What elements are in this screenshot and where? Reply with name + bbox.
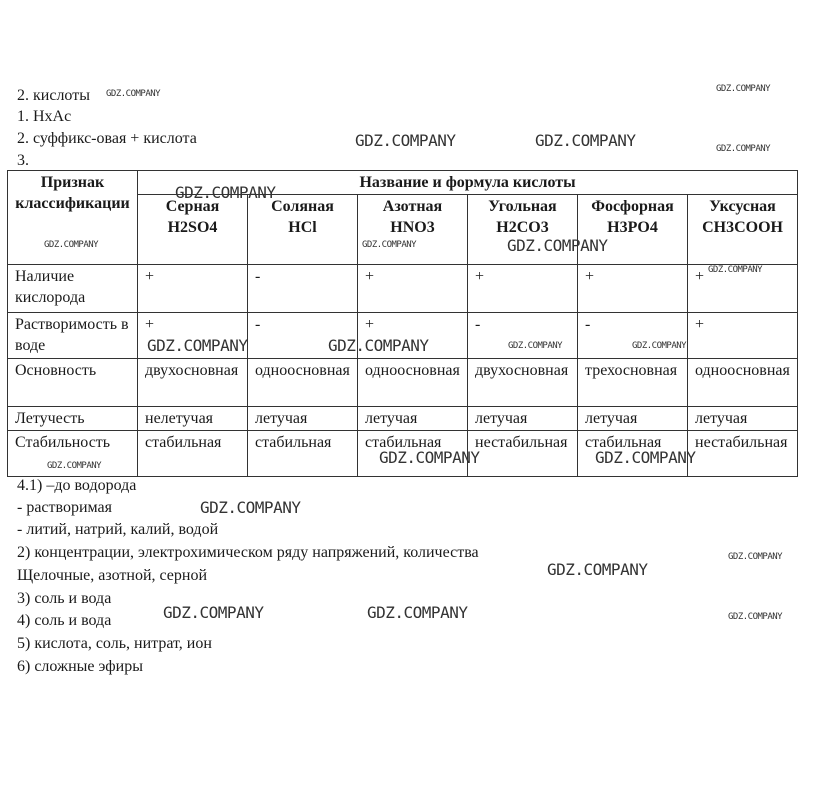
answer-line-9: 6) сложные эфиры	[17, 658, 143, 675]
table-cell: +	[578, 265, 688, 313]
watermark: GDZ.COMPANY	[595, 448, 696, 467]
table-cell: стабильная	[248, 431, 358, 477]
table-cell: -	[468, 313, 578, 359]
header-acid-nitric: Азотная HNO3	[358, 195, 468, 265]
table-cell: -	[248, 265, 358, 313]
intro-line-3: 2. суффикс-овая + кислота	[17, 130, 197, 147]
table-row	[8, 359, 798, 407]
table-cell: +	[358, 265, 468, 313]
table-cell: -	[578, 313, 688, 359]
table-row	[8, 265, 798, 313]
answer-line-4: 2) концентрации, электрохимическом ряду напряжений, количества	[17, 544, 479, 561]
table-cell: нестабильная	[688, 431, 798, 477]
table-cell: двухосновная	[138, 359, 248, 407]
header-acid-sulfuric: Серная H2SO4	[138, 195, 248, 265]
row-label: Летучесть	[8, 407, 138, 431]
watermark: GDZ.COMPANY	[716, 84, 771, 94]
watermark: GDZ.COMPANY	[106, 89, 161, 99]
intro-line-1: 2. кислоты	[17, 87, 90, 104]
watermark: GDZ.COMPANY	[508, 341, 563, 351]
header-acid-group: Название и формула кислоты	[138, 171, 798, 195]
answer-line-5: Щелочные, азотной, серной	[17, 567, 208, 584]
row-label: Стабильность	[8, 431, 138, 477]
intro-line-4: 3.	[17, 152, 29, 169]
watermark: GDZ.COMPANY	[163, 603, 264, 622]
table-cell: одноосновная	[248, 359, 358, 407]
watermark: GDZ.COMPANY	[379, 448, 480, 467]
table-cell: +	[138, 265, 248, 313]
watermark: GDZ.COMPANY	[728, 612, 783, 622]
answer-line-8: 5) кислота, соль, нитрат, ион	[17, 635, 212, 652]
table-cell: летучая	[248, 407, 358, 431]
header-acid-phosphoric: Фосфорная H3PO4	[578, 195, 688, 265]
answer-line-3: - литий, натрий, калий, водой	[17, 521, 219, 538]
intro-line-2: 1. HxAc	[17, 108, 72, 125]
watermark: GDZ.COMPANY	[355, 131, 456, 150]
header-acid-carbonic: Угольная H2CO3	[468, 195, 578, 265]
watermark: GDZ.COMPANY	[175, 183, 276, 202]
answer-line-6: 3) соль и вода	[17, 590, 112, 607]
watermark: GDZ.COMPANY	[507, 236, 608, 255]
table-cell: двухосновная	[468, 359, 578, 407]
table-cell: летучая	[468, 407, 578, 431]
watermark: GDZ.COMPANY	[47, 461, 102, 471]
header-acid-acetic: Уксусная CH3COOH	[688, 195, 798, 265]
table-cell: нелетучая	[138, 407, 248, 431]
watermark: GDZ.COMPANY	[328, 336, 429, 355]
watermark: GDZ.COMPANY	[367, 603, 468, 622]
watermark: GDZ.COMPANY	[200, 498, 301, 517]
acid-classification-table	[7, 170, 798, 477]
row-label: Основность	[8, 359, 138, 407]
table-cell: -	[248, 313, 358, 359]
watermark: GDZ.COMPANY	[547, 560, 648, 579]
watermark: GDZ.COMPANY	[44, 240, 99, 250]
table-cell: +	[688, 313, 798, 359]
table-cell: летучая	[358, 407, 468, 431]
table-cell: стабильная	[138, 431, 248, 477]
header-sign: Признак классификации	[8, 171, 138, 265]
table-cell: стабильная	[578, 431, 688, 477]
row-label: Растворимость в воде	[8, 313, 138, 359]
table-cell: летучая	[578, 407, 688, 431]
watermark: GDZ.COMPANY	[535, 131, 636, 150]
table-row	[8, 407, 798, 431]
watermark: GDZ.COMPANY	[632, 341, 687, 351]
table-cell: трехосновная	[578, 359, 688, 407]
header-acid-hydrochloric: Соляная HCl	[248, 195, 358, 265]
table-cell: +	[138, 313, 248, 359]
watermark: GDZ.COMPANY	[728, 552, 783, 562]
table-cell: +	[358, 313, 468, 359]
watermark: GDZ.COMPANY	[362, 240, 417, 250]
answer-line-1: 4.1) –до водорода	[17, 477, 137, 494]
table-cell: одноосновная	[358, 359, 468, 407]
row-label: Наличие кислорода	[8, 265, 138, 313]
watermark: GDZ.COMPANY	[147, 336, 248, 355]
table-cell: одноосновная	[688, 359, 798, 407]
watermark: GDZ.COMPANY	[708, 265, 763, 275]
table-cell: летучая	[688, 407, 798, 431]
answer-line-7: 4) соль и вода	[17, 612, 112, 629]
table-cell: +	[688, 265, 798, 313]
table-cell: нестабильная	[468, 431, 578, 477]
watermark: GDZ.COMPANY	[716, 144, 771, 154]
table-cell: +	[468, 265, 578, 313]
answer-line-2: - растворимая	[17, 499, 113, 516]
table-cell: стабильная	[358, 431, 468, 477]
